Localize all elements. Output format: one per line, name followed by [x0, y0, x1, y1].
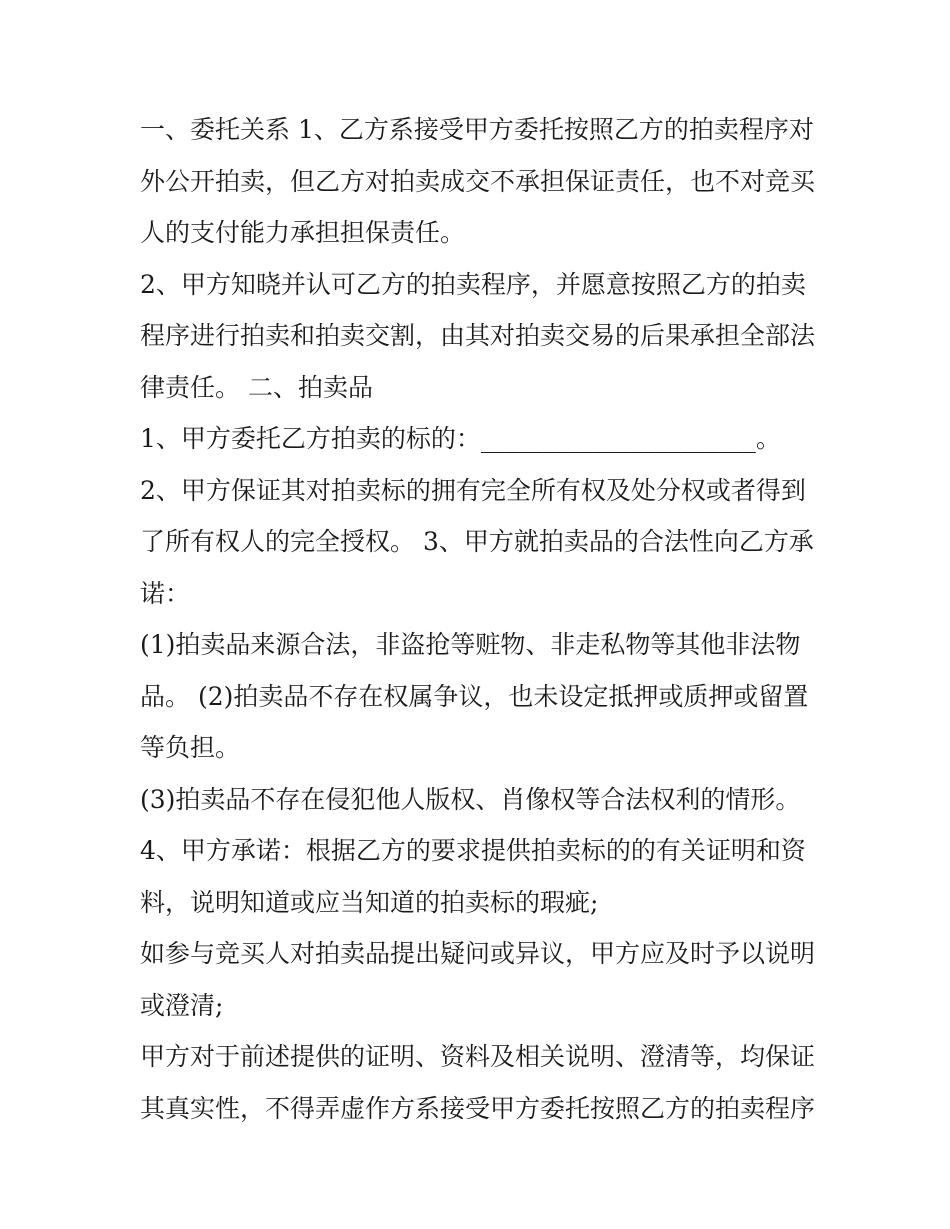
- text-line: 了所有权人的完全授权。 3、甲方就拍卖品的合法性向乙方承: [140, 527, 814, 556]
- text-line: (1)拍卖品来源合法，非盗抢等赃物、非走私物等其他非法物: [140, 630, 801, 659]
- text-line: 或澄清;: [140, 990, 224, 1020]
- text-line: 等负担。: [140, 733, 241, 762]
- text-line: 人的支付能力承担担保责任。: [140, 218, 466, 247]
- text-line: 律责任。 二、拍卖品: [140, 372, 373, 402]
- text-line: 一、委托关系 1、乙方系接受甲方委托按照乙方的拍卖程序对: [140, 115, 814, 144]
- text-line: 诺：: [140, 578, 191, 608]
- text-line: 其真实性，不得弄虚作方系接受甲方委托按照乙方的拍卖程序: [140, 1093, 816, 1123]
- text-line: 如参与竞买人对拍卖品提出疑问或异议，甲方应及时予以说明: [140, 939, 816, 968]
- text-line: 4、甲方承诺：根据乙方的要求提供拍卖标的的有关证明和资: [140, 836, 806, 865]
- text-line: 1、甲方委托乙方拍卖的标的：______________________。: [140, 424, 781, 453]
- text-line: 2、甲方知晓并认可乙方的拍卖程序，并愿意按照乙方的拍卖: [140, 269, 806, 299]
- text-line: 甲方对于前述提供的证明、资料及相关说明、澄清等，均保证: [140, 1042, 816, 1071]
- text-line: (3)拍卖品不存在侵犯他人版权、肖像权等合法权利的情形。: [140, 784, 801, 814]
- text-line: 品。 (2)拍卖品不存在权属争议，也未设定抵押或质押或留置: [140, 681, 809, 711]
- document-body: [140, 104, 820, 1134]
- text-line: 2、甲方保证其对拍卖标的拥有完全所有权及处分权或者得到: [140, 475, 806, 505]
- text-line: 料，说明知道或应当知道的拍卖标的瑕疵;: [140, 887, 599, 917]
- text-line: 外公开拍卖，但乙方对拍卖成交不承担保证责任，也不对竞买: [140, 166, 816, 196]
- text-line: 程序进行拍卖和拍卖交割，由其对拍卖交易的后果承担全部法: [140, 321, 816, 350]
